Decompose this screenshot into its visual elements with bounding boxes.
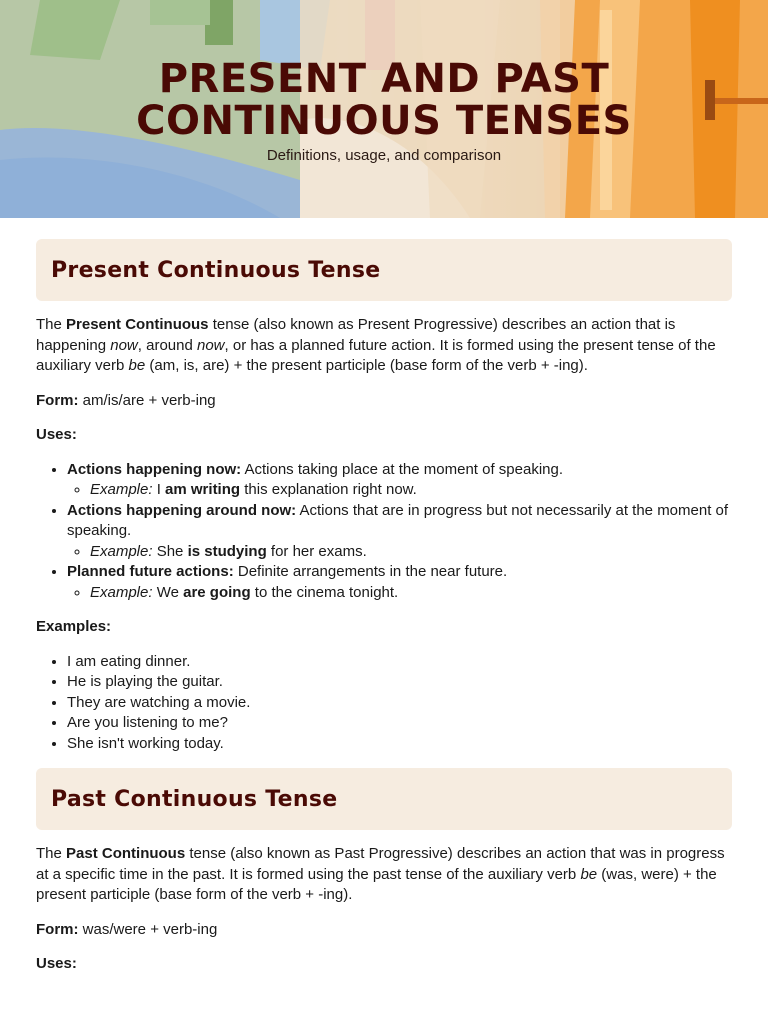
section-header-present	[36, 239, 732, 301]
example-sublist	[67, 480, 732, 501]
emphasis: be	[580, 865, 598, 883]
example-sublist	[67, 583, 732, 604]
list-item: • They are watching a movie.	[67, 693, 732, 714]
list-item: • I am eating dinner.	[67, 652, 732, 673]
header-banner	[0, 0, 768, 218]
list-item	[90, 583, 732, 604]
list-item	[67, 460, 732, 501]
list-item	[90, 480, 732, 501]
example-label: Example:	[90, 481, 153, 498]
past-intro-paragraph	[36, 844, 732, 906]
emphasis: be	[128, 357, 146, 374]
examples-label: Examples:	[36, 618, 112, 635]
text: (am, is, are) + the present participle (base form of the verb + -ing).	[145, 357, 588, 374]
example-verb: are going	[183, 583, 251, 601]
text: for her exams.	[266, 542, 367, 560]
uses-label: Uses:	[36, 426, 77, 443]
section-title-past: Past Continuous Tense	[51, 786, 338, 812]
section-header-past	[36, 768, 732, 830]
term-present-continuous: Present Continuous	[66, 316, 209, 333]
text: tense (also known as Past Progressive) describes an action that was in progress at a specific time in the past. It is formed using the past tense of the auxiliary verb	[36, 845, 725, 883]
list-item: • He is playing the guitar.	[67, 672, 732, 693]
text: to the cinema tonight.	[250, 583, 399, 601]
list-item: • Are you listening to me?	[67, 713, 732, 734]
use-title: Planned future actions:	[67, 563, 234, 580]
present-uses-label	[36, 425, 732, 446]
present-form	[36, 391, 732, 412]
present-intro-paragraph	[36, 315, 732, 377]
term-past-continuous: Past Continuous	[66, 845, 186, 862]
example-verb: is studying	[187, 542, 267, 560]
past-form	[36, 920, 732, 941]
example-label: Example:	[90, 583, 153, 601]
form-value: was/were + verb-ing	[78, 920, 218, 938]
list-item	[90, 542, 732, 563]
text: (was, were) + the present participle (base form of the verb + -ing).	[36, 865, 717, 903]
use-title: Actions happening now:	[67, 460, 242, 478]
form-label: Form:	[36, 920, 79, 938]
list-item	[67, 562, 732, 603]
page-subtitle: Definitions, usage, and comparison	[266, 147, 502, 164]
text: She	[152, 542, 188, 560]
emphasis: now	[197, 336, 225, 354]
present-examples-list	[36, 652, 732, 755]
uses-label: Uses:	[36, 955, 77, 972]
page-title	[0, 58, 768, 142]
use-description: Actions taking place at the moment of speaking.	[241, 460, 564, 478]
form-label: Form:	[36, 391, 79, 409]
form-value: am/is/are + verb-ing	[78, 391, 216, 409]
use-title: Actions happening around now:	[67, 501, 297, 519]
present-examples-label	[36, 617, 732, 638]
text: We	[152, 583, 184, 601]
text: The	[36, 845, 67, 862]
present-uses-list	[36, 460, 732, 604]
use-description: Actions that are in progress but not necessarily at the moment of speaking.	[67, 501, 729, 539]
main-content	[0, 218, 768, 975]
past-uses-label	[36, 954, 732, 975]
page-title-line-2: CONTINUOUS TENSES	[136, 98, 632, 144]
list-item	[67, 501, 732, 563]
text: I	[152, 481, 166, 498]
page-title-line-1: PRESENT AND PAST	[158, 56, 610, 102]
text: The	[36, 316, 67, 333]
example-verb: am writing	[165, 481, 241, 498]
example-label: Example:	[90, 542, 153, 560]
list-item: • She isn't working today.	[67, 734, 732, 755]
example-sublist	[67, 542, 732, 563]
emphasis: now	[110, 336, 138, 354]
text: tense (also known as Present Progressive) describes an action that is happening	[36, 316, 676, 354]
text: this explanation right now.	[240, 481, 417, 498]
text: , around	[137, 336, 197, 354]
section-title-present: Present Continuous Tense	[51, 257, 381, 283]
use-description: Definite arrangements in the near future.	[233, 563, 508, 580]
text: , or has a planned future action. It is formed using the present tense of the auxiliary verb	[36, 336, 716, 374]
